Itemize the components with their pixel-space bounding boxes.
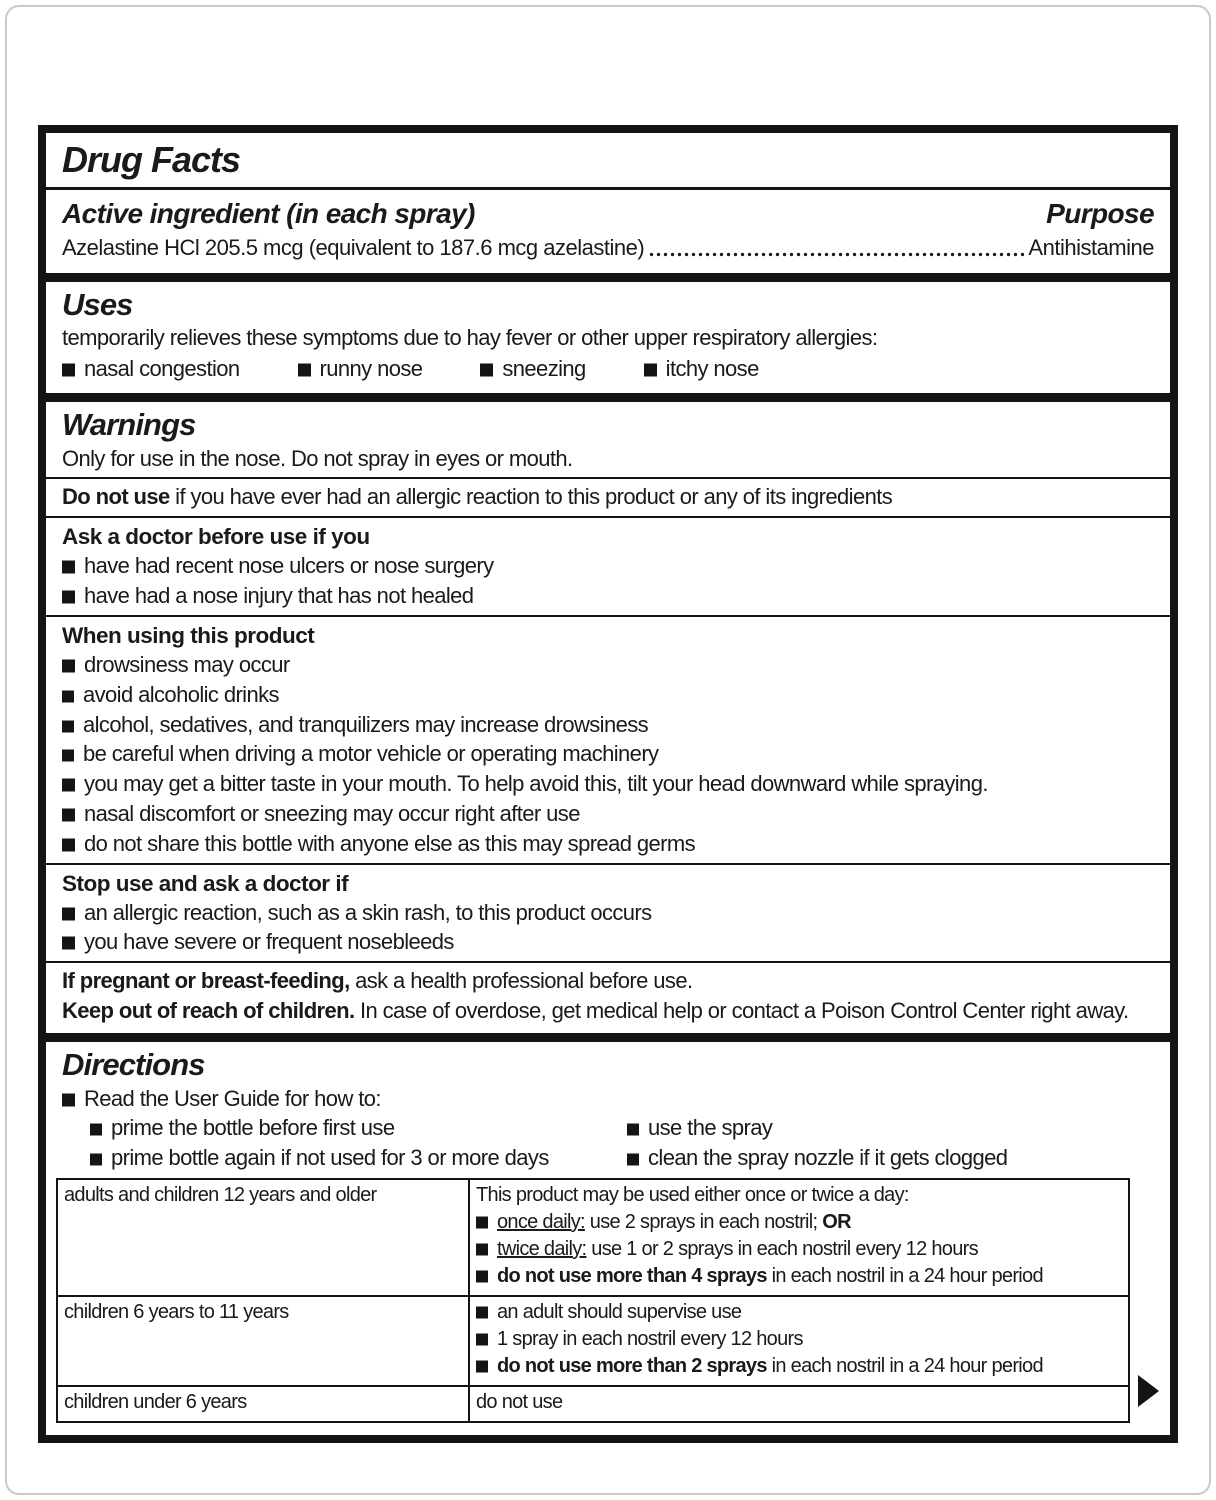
dosing-table xyxy=(56,1178,1130,1423)
warnings-intro: Only for use in the nose. Do not spray in eyes or mouth. xyxy=(62,445,573,471)
active-ingredient-label: Active ingredient (in each spray) xyxy=(62,197,475,229)
header-section xyxy=(46,141,1170,261)
list-item xyxy=(62,712,1154,739)
bullet-text: prime the bottle before first use xyxy=(111,1115,395,1141)
ask-doctor-heading: Ask a doctor before use if you xyxy=(62,524,370,550)
square-bullet-icon xyxy=(90,1124,102,1136)
square-bullet-icon xyxy=(476,1244,488,1256)
bullet-text: alcohol, sedatives, and tranquilizers may increase drowsiness xyxy=(83,711,649,737)
warnings-title: Warnings xyxy=(62,407,196,442)
pregnant-text: ask a health professional before use. xyxy=(349,968,693,994)
list-item xyxy=(62,553,1154,580)
dosage-cell: do not use xyxy=(469,1386,1129,1422)
square-bullet-icon xyxy=(62,364,75,377)
square-bullet-icon xyxy=(62,907,75,920)
dose-text: in each nostril in a 24 hour period xyxy=(766,1355,1043,1377)
dosage-cell xyxy=(469,1179,1129,1296)
bullet-text: use the spray xyxy=(648,1115,773,1141)
age-group-cell: children under 6 years xyxy=(57,1386,469,1422)
rule-divider xyxy=(46,477,1170,479)
directions-title: Directions xyxy=(62,1046,205,1082)
bullet-text: have had a nose injury that has not healed xyxy=(84,583,474,609)
list-item xyxy=(476,1299,1120,1326)
list-item xyxy=(62,801,1154,828)
square-bullet-icon xyxy=(62,720,74,732)
square-bullet-icon xyxy=(476,1334,488,1346)
keep-out-line xyxy=(62,998,1154,1025)
square-bullet-icon xyxy=(62,690,74,702)
square-bullet-icon xyxy=(62,779,75,792)
uses-symptom-list xyxy=(62,356,1154,383)
dose-frequency: twice daily: xyxy=(497,1238,587,1260)
pregnant-label: If pregnant or breast-feeding, xyxy=(62,968,350,994)
bullet-text: you may get a bitter taste in your mouth. To help avoid this, tilt your head downward while spraying. xyxy=(84,771,988,797)
rule-divider xyxy=(46,863,1170,865)
dosage-intro: This product may be used either once or twice a day: xyxy=(476,1184,909,1206)
ingredient-name: Azelastine HCl 205.5 mcg (equivalent to 187.6 mcg azelastine) xyxy=(62,234,645,260)
ingredient-row xyxy=(62,235,1154,261)
square-bullet-icon xyxy=(62,591,75,604)
list-item xyxy=(480,356,585,383)
dosage-cell xyxy=(469,1296,1129,1386)
section-separator-bar xyxy=(46,273,1170,282)
when-using-heading: When using this product xyxy=(62,622,315,648)
dose-limit: do not use more than 4 sprays xyxy=(497,1265,767,1287)
bullet-text: Read the User Guide for how to: xyxy=(84,1085,381,1111)
purpose-label: Purpose xyxy=(1046,197,1154,229)
list-item xyxy=(90,1115,627,1142)
purpose-value: Antihistamine xyxy=(1028,234,1154,260)
uses-title: Uses xyxy=(62,286,133,322)
list-item xyxy=(62,831,1154,858)
square-bullet-icon xyxy=(62,809,75,822)
square-bullet-icon xyxy=(627,1124,639,1136)
square-bullet-icon xyxy=(62,838,75,851)
bullet-text: be careful when driving a motor vehicle or operating machinery xyxy=(83,741,659,767)
bullet-text: do not share this bottle with anyone else as this may spread germs xyxy=(84,830,695,856)
rule-divider xyxy=(46,961,1170,963)
dose-or: OR xyxy=(822,1211,851,1233)
list-item xyxy=(644,356,759,383)
symptom-label: sneezing xyxy=(502,356,586,382)
dose-limit: do not use more than 2 sprays xyxy=(497,1355,767,1377)
list-item xyxy=(62,1086,1154,1113)
uses-intro: temporarily relieves these symptoms due to hay fever or other upper respiratory allergies: xyxy=(62,325,878,351)
table-row xyxy=(57,1386,1129,1422)
square-bullet-icon xyxy=(476,1307,488,1319)
square-bullet-icon xyxy=(476,1271,488,1283)
bullet-text: drowsiness may occur xyxy=(84,651,290,677)
square-bullet-icon xyxy=(476,1361,488,1373)
list-item xyxy=(62,771,1154,798)
pregnant-line xyxy=(62,968,1154,995)
list-item xyxy=(62,356,240,383)
list-item xyxy=(62,929,1154,956)
dose-text: an adult should supervise use xyxy=(497,1301,742,1323)
age-group-cell: children 6 years to 11 years xyxy=(57,1296,469,1386)
list-item xyxy=(476,1209,1120,1236)
square-bullet-icon xyxy=(476,1217,488,1229)
square-bullet-icon xyxy=(62,659,75,672)
list-item xyxy=(62,900,1154,927)
table-row xyxy=(57,1296,1129,1386)
stop-use-heading: Stop use and ask a doctor if xyxy=(62,870,349,896)
bullet-text: an allergic reaction, such as a skin rash, to this product occurs xyxy=(84,899,652,925)
list-item xyxy=(90,1145,627,1172)
dose-text: 1 spray in each nostril every 12 hours xyxy=(497,1328,803,1350)
bullet-text: nasal discomfort or sneezing may occur right after use xyxy=(84,801,580,826)
list-item xyxy=(627,1145,1154,1172)
section-separator-bar xyxy=(46,393,1170,402)
square-bullet-icon xyxy=(62,1093,75,1106)
active-ingredient-heading-row xyxy=(62,198,1154,230)
directions-section xyxy=(46,1046,1170,1423)
do-not-use-text: if you have ever had an allergic reaction to this product or any of its ingredients xyxy=(169,484,893,510)
dot-leader xyxy=(648,241,1024,261)
bullet-text: prime bottle again if not used for 3 or more days xyxy=(111,1145,549,1171)
bullet-text: clean the spray nozzle if it gets clogged xyxy=(648,1145,1008,1171)
uses-section xyxy=(46,286,1170,383)
dosing-table-wrap xyxy=(46,1178,1170,1423)
directions-sub-bullets xyxy=(90,1115,1154,1172)
list-item xyxy=(476,1326,1120,1353)
dose-text: use 2 sprays in each nostril; xyxy=(584,1211,823,1233)
do-not-use-line xyxy=(62,484,1154,511)
list-item xyxy=(476,1353,1120,1380)
list-item xyxy=(62,583,1154,610)
keep-out-label: Keep out of reach of children. xyxy=(62,998,355,1024)
square-bullet-icon xyxy=(298,364,311,377)
list-item xyxy=(476,1263,1120,1290)
list-item xyxy=(627,1115,1154,1142)
square-bullet-icon xyxy=(90,1154,102,1166)
drug-facts-title: Drug Facts xyxy=(62,139,241,180)
dose-frequency: once daily: xyxy=(497,1211,585,1233)
dose-text: use 1 or 2 sprays in each nostril every 12 hours xyxy=(586,1238,978,1260)
symptom-label: itchy nose xyxy=(665,356,759,382)
bullet-text: you have severe or frequent nosebleeds xyxy=(84,929,454,955)
square-bullet-icon xyxy=(62,561,75,574)
square-bullet-icon xyxy=(62,750,74,762)
list-item xyxy=(476,1236,1120,1263)
square-bullet-icon xyxy=(627,1154,639,1166)
rule-divider xyxy=(46,516,1170,518)
section-separator-bar xyxy=(46,1033,1170,1042)
age-group-cell: adults and children 12 years and older xyxy=(57,1179,469,1296)
list-item xyxy=(62,682,1154,709)
symptom-label: runny nose xyxy=(319,356,423,382)
square-bullet-icon xyxy=(480,364,493,377)
square-bullet-icon xyxy=(644,364,657,377)
dose-text: in each nostril in a 24 hour period xyxy=(766,1265,1043,1287)
title-divider xyxy=(46,187,1170,190)
warnings-section xyxy=(46,409,1170,1025)
symptom-label: nasal congestion xyxy=(84,356,240,382)
list-item xyxy=(298,356,423,383)
list-item xyxy=(62,652,1154,679)
rule-divider xyxy=(46,615,1170,617)
square-bullet-icon xyxy=(62,937,75,950)
bullet-text: have had recent nose ulcers or nose surgery xyxy=(84,553,494,579)
keep-out-text: In case of overdose, get medical help or contact a Poison Control Center right away. xyxy=(354,998,1129,1024)
do-not-use-label: Do not use xyxy=(62,484,170,510)
table-row xyxy=(57,1179,1129,1296)
continuation-arrow-icon xyxy=(1138,1375,1159,1407)
drug-facts-panel xyxy=(38,125,1178,1443)
list-item xyxy=(62,741,1154,768)
bullet-text: avoid alcoholic drinks xyxy=(83,681,279,707)
